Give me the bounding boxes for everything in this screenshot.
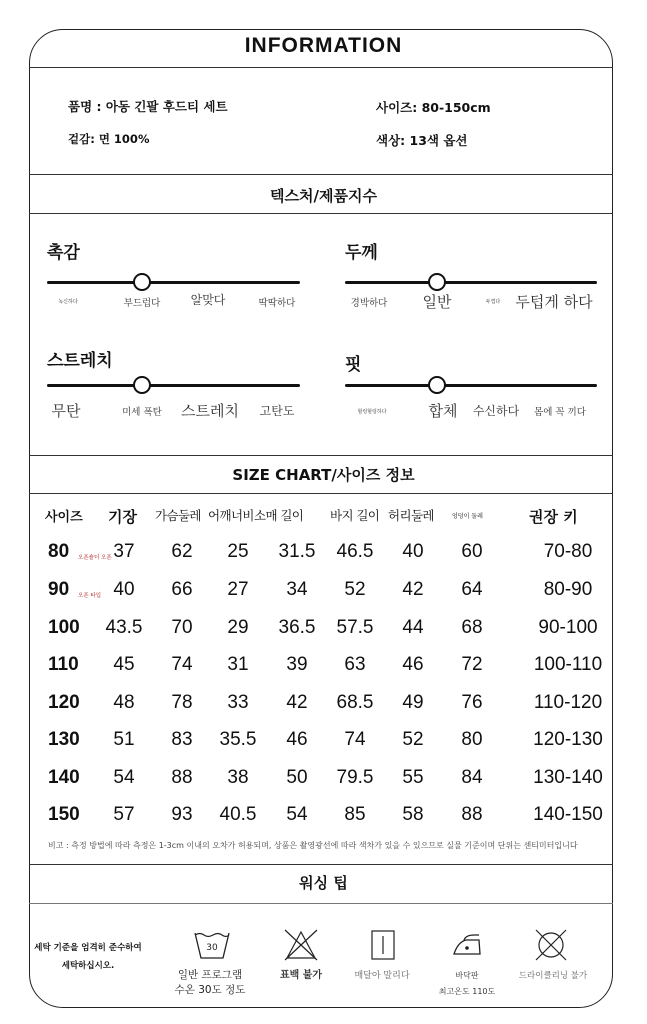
slider-label: 합체 — [428, 402, 458, 420]
table-cell: 33 — [227, 692, 249, 713]
slider-label: 고탄도 — [259, 404, 295, 418]
table-cell: 39 — [286, 654, 308, 675]
table-cell: 31.5 — [278, 541, 316, 562]
slider-track-thickness — [345, 281, 597, 284]
divider — [29, 903, 613, 904]
table-cell: 25 — [227, 541, 249, 562]
table-cell: 120-130 — [533, 729, 603, 750]
table-cell: 34 — [286, 579, 308, 600]
table-cell: 70-80 — [543, 541, 593, 562]
slider-title-fit: 핏 — [345, 355, 362, 375]
slider-knob-touch[interactable] — [133, 273, 151, 291]
table-cell: 84 — [461, 767, 483, 788]
texture-title: 텍스처/제품지수 — [270, 187, 377, 205]
table-cell: 130-140 — [533, 767, 603, 788]
size-cell: 140 — [48, 767, 80, 788]
table-cell: 48 — [113, 692, 135, 713]
slider-track-fit — [345, 384, 597, 387]
table-cell: 80-90 — [543, 579, 593, 600]
table-cell: 83 — [171, 729, 193, 750]
no-dry-clean-icon — [533, 927, 569, 963]
table-cell: 54 — [113, 767, 135, 788]
slider-knob-fit[interactable] — [428, 376, 446, 394]
col-header-length: 기장 — [108, 508, 137, 526]
table-cell: 46 — [286, 729, 308, 750]
table-cell: 49 — [402, 692, 424, 713]
table-cell: 79.5 — [336, 767, 374, 788]
table-cell: 76 — [461, 692, 483, 713]
col-header-sleeve: 소매 길이 — [254, 508, 304, 523]
col-header-size: 사이즈 — [45, 510, 83, 525]
slider-label: 두텁게 하다 — [515, 293, 593, 311]
size-note: 오픈숄더 오픈 — [78, 555, 112, 561]
table-cell: 37 — [113, 541, 135, 562]
table-cell: 38 — [227, 767, 249, 788]
size-cell: 150 — [48, 804, 80, 825]
table-cell: 40 — [113, 579, 135, 600]
table-cell: 36.5 — [278, 617, 316, 638]
table-cell: 63 — [344, 654, 366, 675]
table-cell: 88 — [171, 767, 193, 788]
table-cell: 78 — [171, 692, 193, 713]
table-cell: 40.5 — [219, 804, 257, 825]
slider-knob-stretch[interactable] — [133, 376, 151, 394]
table-cell: 68 — [461, 617, 483, 638]
table-cell: 35.5 — [219, 729, 257, 750]
table-cell: 88 — [461, 804, 483, 825]
table-cell: 74 — [171, 654, 193, 675]
table-cell: 74 — [344, 729, 366, 750]
table-cell: 46 — [402, 654, 424, 675]
slider-label: 몸에 꼭 끼다 — [534, 407, 586, 418]
size-remark: 비고 : 측정 방법에 따라 측정은 1-3cm 이내의 오차가 허용되며, 상품은 촬영광선에 따라 색차가 있을 수 있으므로 실물 기준이며 단위는 센티미터입니다 — [48, 841, 578, 850]
size-cell: 80 — [48, 541, 70, 562]
table-cell: 58 — [402, 804, 424, 825]
table-cell: 40 — [402, 541, 424, 562]
table-cell: 80 — [461, 729, 483, 750]
slider-knob-thickness[interactable] — [428, 273, 446, 291]
table-cell: 72 — [461, 654, 483, 675]
slider-label: 무탄 — [51, 402, 81, 420]
hang-dry-icon — [371, 930, 395, 960]
table-cell: 44 — [402, 617, 424, 638]
divider — [29, 174, 613, 175]
slider-label: 부드럽다 — [123, 298, 161, 309]
divider — [29, 455, 613, 456]
product-name: 품명 : 아동 긴팔 후드티 세트 — [68, 99, 228, 114]
washing-intro: 세탁 기준을 엄격히 준수하여 세탁하십시오. — [34, 943, 142, 971]
col-header-height: 권장 키 — [529, 508, 578, 526]
table-cell: 62 — [171, 541, 193, 562]
divider — [29, 67, 613, 68]
slider-title-stretch: 스트레치 — [47, 351, 113, 371]
table-cell: 55 — [402, 767, 424, 788]
slider-title-touch: 촉감 — [47, 243, 80, 263]
table-cell: 45 — [113, 654, 135, 675]
slider-label: 녹신하다 — [58, 299, 78, 305]
col-header-pants: 바지 길이 — [330, 508, 380, 523]
size-cell: 130 — [48, 729, 80, 750]
table-cell: 68.5 — [336, 692, 374, 713]
slider-title-thickness: 두께 — [345, 243, 378, 263]
table-cell: 42 — [286, 692, 308, 713]
size-range: 사이즈: 80-150cm — [376, 100, 491, 115]
washing-title: 워싱 팁 — [299, 874, 348, 892]
table-cell: 51 — [113, 729, 135, 750]
wash-label-30: 일반 프로그램 수온 30도 정도 — [174, 969, 246, 997]
slider-track-touch — [47, 281, 300, 284]
table-cell: 29 — [227, 617, 249, 638]
wash-30-icon — [193, 930, 231, 960]
col-header-hip: 엉덩이 둘레 — [452, 513, 483, 520]
divider — [29, 864, 613, 865]
divider — [29, 213, 613, 214]
table-cell: 66 — [171, 579, 193, 600]
table-cell: 100-110 — [533, 654, 603, 675]
size-cell: 90 — [48, 579, 70, 600]
size-cell: 100 — [48, 617, 80, 638]
slider-label: 스트레치 — [181, 402, 239, 420]
table-cell: 70 — [171, 617, 193, 638]
size-chart-title: SIZE CHART/사이즈 정보 — [232, 466, 415, 484]
table-cell: 57 — [113, 804, 135, 825]
color-options: 색상: 13색 옵션 — [376, 133, 468, 148]
table-cell: 31 — [227, 654, 249, 675]
table-cell: 85 — [344, 804, 366, 825]
table-cell: 57.5 — [336, 617, 374, 638]
table-cell: 90-100 — [538, 617, 598, 638]
divider — [29, 493, 613, 494]
slider-label: 알맞다 — [190, 293, 226, 307]
no-bleach-icon — [283, 928, 319, 962]
svg-text:30: 30 — [206, 943, 218, 953]
table-cell: 50 — [286, 767, 308, 788]
table-cell: 54 — [286, 804, 308, 825]
slider-label: 두껍다 — [485, 299, 501, 305]
iron-icon — [452, 932, 482, 956]
table-cell: 52 — [402, 729, 424, 750]
information-title: INFORMATION — [244, 34, 403, 57]
size-cell: 120 — [48, 692, 80, 713]
table-cell: 64 — [461, 579, 483, 600]
table-cell: 43.5 — [105, 617, 143, 638]
wash-label-iron: 바닥판 최고온도 110도 — [438, 971, 496, 996]
material: 겉감: 면 100% — [68, 132, 150, 146]
wash-label-no-bleach: 표백 불가 — [279, 970, 323, 981]
slider-label: 딱딱하다 — [258, 298, 296, 309]
table-cell: 46.5 — [336, 541, 374, 562]
table-cell: 42 — [402, 579, 424, 600]
table-cell: 93 — [171, 804, 193, 825]
slider-track-stretch — [47, 384, 300, 387]
table-cell: 52 — [344, 579, 366, 600]
table-cell: 140-150 — [533, 804, 603, 825]
size-note: 오픈 타입 — [78, 593, 102, 599]
col-header-chest: 가슴둘레 — [155, 508, 201, 523]
slider-label: 경박하다 — [350, 298, 388, 309]
size-cell: 110 — [48, 654, 79, 675]
col-header-waist: 허리둘레 — [388, 508, 434, 523]
slider-label: 일반 — [422, 293, 452, 311]
table-cell: 27 — [227, 579, 249, 600]
wash-label-no-dry-clean: 드라이클리닝 불가 — [518, 971, 588, 981]
slider-label: 미세 폭탄 — [122, 407, 162, 418]
table-cell: 60 — [461, 541, 483, 562]
table-cell: 110-120 — [533, 692, 603, 713]
slider-label: 헐렁헐렁하다 — [357, 409, 387, 415]
col-header-shoulder: 어깨너비 — [208, 508, 254, 523]
wash-label-hang-dry: 매달아 말리다 — [354, 971, 410, 981]
slider-label: 수신하다 — [472, 404, 520, 418]
